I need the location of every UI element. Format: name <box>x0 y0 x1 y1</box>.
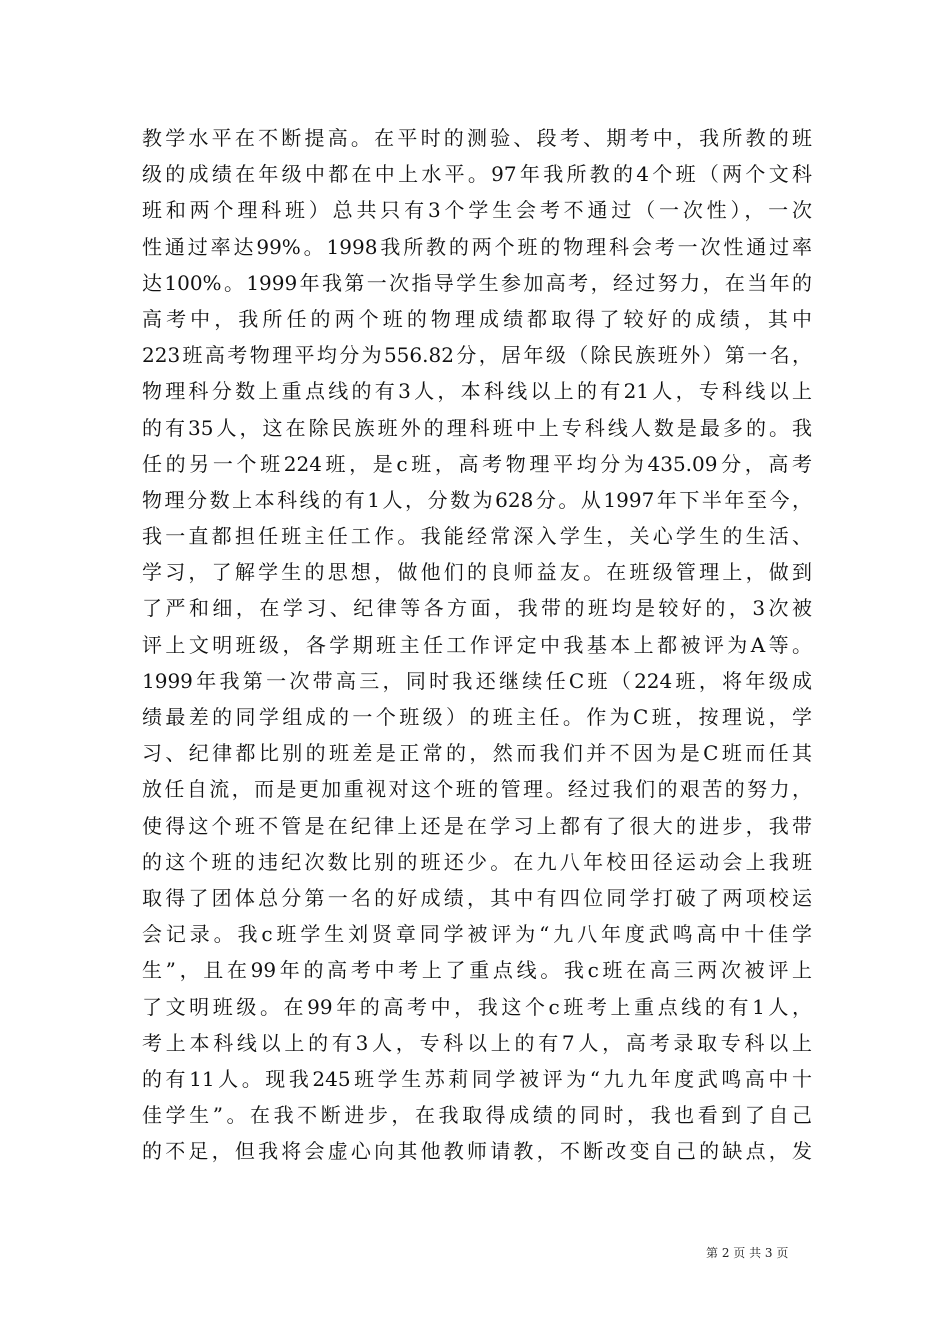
text-line: 使得这个班不管是在纪律上还是在学习上都有了很大的进步，我带 <box>142 813 812 838</box>
text-line: 物理分数上本科线的有1人，分数为628分。从1997年下半年至今， <box>142 487 812 512</box>
text-line: 考上本科线以上的有3人，专科以上的有7人，高考录取专科以上 <box>142 1030 812 1055</box>
text-line: 取得了团体总分第一名的好成绩，其中有四位同学打破了两项校运 <box>142 885 812 910</box>
text-line: 会记录。我c班学生刘贤章同学被评为“九八年度武鸣高中十佳学 <box>142 922 812 947</box>
text-line: 放任自流，而是更加重视对这个班的管理。经过我们的艰苦的努力， <box>142 777 812 802</box>
text-line: 生”，且在99年的高考中考上了重点线。我c班在高三两次被评上 <box>142 958 812 983</box>
text-line: 223班高考物理平均分为556.82分，居年级（除民族班外）第一名， <box>142 343 812 368</box>
text-line: 的不足，但我将会虚心向其他教师请教，不断改变自己的缺点，发 <box>142 1139 812 1164</box>
text-line: 佳学生”。在我不断进步，在我取得成绩的同时，我也看到了自己 <box>142 1103 812 1128</box>
page-number: 第 2 页 共 3 页 <box>706 1246 789 1260</box>
text-line: 绩最差的同学组成的一个班级）的班主任。作为C班，按理说，学 <box>142 705 812 729</box>
text-line: 的有35人，这在除民族班外的理科班中上专科线人数是最多的。我 <box>142 415 812 440</box>
text-line: 评上文明班级，各学期班主任工作评定中我基本上都被评为A等。 <box>142 632 812 657</box>
text-line: 性通过率达99%。1998我所教的两个班的物理科会考一次性通过率 <box>142 234 812 259</box>
text-line: 1999年我第一次带高三，同时我还继续任C班（224班，将年级成 <box>142 668 812 693</box>
text-line: 的有11人。现我245班学生苏莉同学被评为“九九年度武鸣高中十 <box>142 1066 812 1091</box>
text-line: 班和两个理科班）总共只有3个学生会考不通过（一次性），一次 <box>142 198 812 223</box>
text-line: 物理科分数上重点线的有3人，本科线以上的有21人，专科线以上 <box>142 379 812 404</box>
text-line: 高考中，我所任的两个班的物理成绩都取得了较好的成绩，其中 <box>142 306 812 331</box>
body-text <box>142 120 812 1169</box>
text-line: 了文明班级。在99年的高考中，我这个c班考上重点线的有1人， <box>142 994 812 1019</box>
text-line: 了严和细，在学习、纪律等各方面，我带的班均是较好的，3次被 <box>142 596 812 621</box>
text-line: 我一直都担任班主任工作。我能经常深入学生，关心学生的生活、 <box>142 524 812 549</box>
text-line: 达100%。1999年我第一次指导学生参加高考，经过努力，在当年的 <box>142 270 812 295</box>
text-line: 级的成绩在年级中都在中上水平。97年我所教的4个班（两个文科 <box>142 162 812 187</box>
text-line: 的这个班的违纪次数比别的班还少。在九八年校田径运动会上我班 <box>142 849 812 874</box>
text-line: 教学水平在不断提高。在平时的测验、段考、期考中，我所教的班 <box>142 126 812 150</box>
text-line: 习、纪律都比别的班差是正常的，然而我们并不因为是C班而任其 <box>142 741 812 766</box>
text-line: 任的另一个班224班，是c班，高考物理平均分为435.09分，高考 <box>142 451 812 476</box>
text-line: 学习，了解学生的思想，做他们的良师益友。在班级管理上，做到 <box>142 560 812 585</box>
